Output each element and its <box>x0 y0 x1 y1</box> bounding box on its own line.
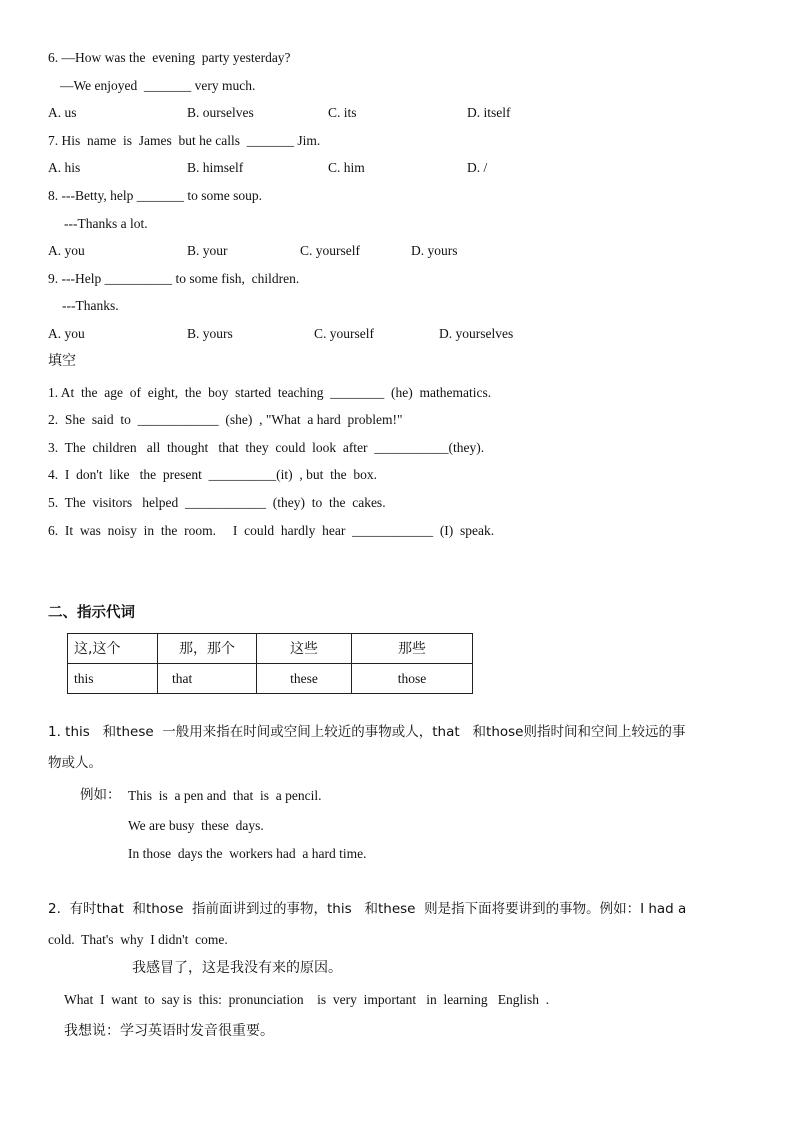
q8-option-d: D. yours <box>411 243 458 258</box>
q7-question: 7. His name is James but he calls _______ Jim. <box>48 133 321 148</box>
q8-question: 8. ---Betty, help _______ to some soup. <box>48 188 262 203</box>
q8-answer-line: ---Thanks a lot. <box>64 216 148 231</box>
q8-option-b: B. your <box>187 243 228 258</box>
q6-option-a: A. us <box>48 105 77 120</box>
q9-option-d: D. yourselves <box>439 326 514 341</box>
q9-option-b: B. yours <box>187 326 233 341</box>
table-cell: that <box>158 664 257 694</box>
translation: 我感冒了，这是我没有来的原因。 <box>132 960 342 976</box>
translation: 我想说：学习英语时发音很重要。 <box>64 1023 274 1039</box>
example-label: 例如： <box>80 787 121 803</box>
fill-heading: 填空 <box>48 353 76 369</box>
table-cell: 那些 <box>352 634 473 664</box>
example-sentence: In those days the workers had a hard time. <box>128 846 367 861</box>
q6-question: 6. —How was the evening party yesterday? <box>48 50 291 65</box>
example-sentence: What I want to say is this: pronunciation is very important in learning English . <box>64 992 550 1007</box>
q6-option-b: B. ourselves <box>187 105 254 120</box>
q9-option-c: C. yourself <box>314 326 374 341</box>
q6-option-c: C. its <box>328 105 357 120</box>
q8-option-a: A. you <box>48 243 85 258</box>
fill-item: 2. She said to ____________ (she) , "What a hard problem!" <box>48 412 403 427</box>
fill-item: 3. The children all thought that they could look after ___________(they). <box>48 440 485 455</box>
q9-answer-line: ---Thanks. <box>62 298 119 313</box>
q7-option-c: C. him <box>328 160 365 175</box>
q9-option-a: A. you <box>48 326 85 341</box>
fill-item: 1. At the age of eight, the boy started teaching ________ (he) mathematics. <box>48 385 492 400</box>
table-cell: 这些 <box>257 634 352 664</box>
example-sentence: This is a pen and that is a pencil. <box>128 788 322 803</box>
q6-answer-line: —We enjoyed _______ very much. <box>60 78 256 93</box>
table-row <box>68 664 473 694</box>
q8-option-c: C. yourself <box>300 243 360 258</box>
point2-line1: 2. 有时that 和those 指前面讲到过的事物，this 和these 则是指下面将要讲到的事物。例如：I had a <box>48 901 687 917</box>
table-cell: 这,这个 <box>68 634 158 664</box>
table-header-row <box>68 634 473 664</box>
table-cell: this <box>68 664 158 694</box>
example-sentence: We are busy these days. <box>128 818 264 833</box>
table-cell: those <box>352 664 473 694</box>
fill-item: 6. It was noisy in the room. I could hardly hear ____________ (I) speak. <box>48 523 495 538</box>
q7-option-a: A. his <box>48 160 81 175</box>
point1-line2: 物或人。 <box>48 755 102 771</box>
q9-question: 9. ---Help __________ to some fish, children. <box>48 271 300 286</box>
fill-item: 4. I don't like the present __________(it) , but the box. <box>48 467 378 482</box>
q7-option-d: D. / <box>467 160 488 175</box>
q7-option-b: B. himself <box>187 160 244 175</box>
section-heading: 二、指示代词 <box>48 605 135 621</box>
table-cell: these <box>257 664 352 694</box>
table-cell: 那，那个 <box>158 634 257 664</box>
demonstrative-table <box>67 633 473 694</box>
fill-item: 5. The visitors helped ____________ (they) to the cakes. <box>48 495 386 510</box>
q6-option-d: D. itself <box>467 105 511 120</box>
point1-line1: 1. this 和these 一般用来指在时间或空间上较近的事物或人，that 和those则指时间和空间上较远的事 <box>48 724 686 740</box>
point2-line2: cold. That's why I didn't come. <box>48 932 228 947</box>
